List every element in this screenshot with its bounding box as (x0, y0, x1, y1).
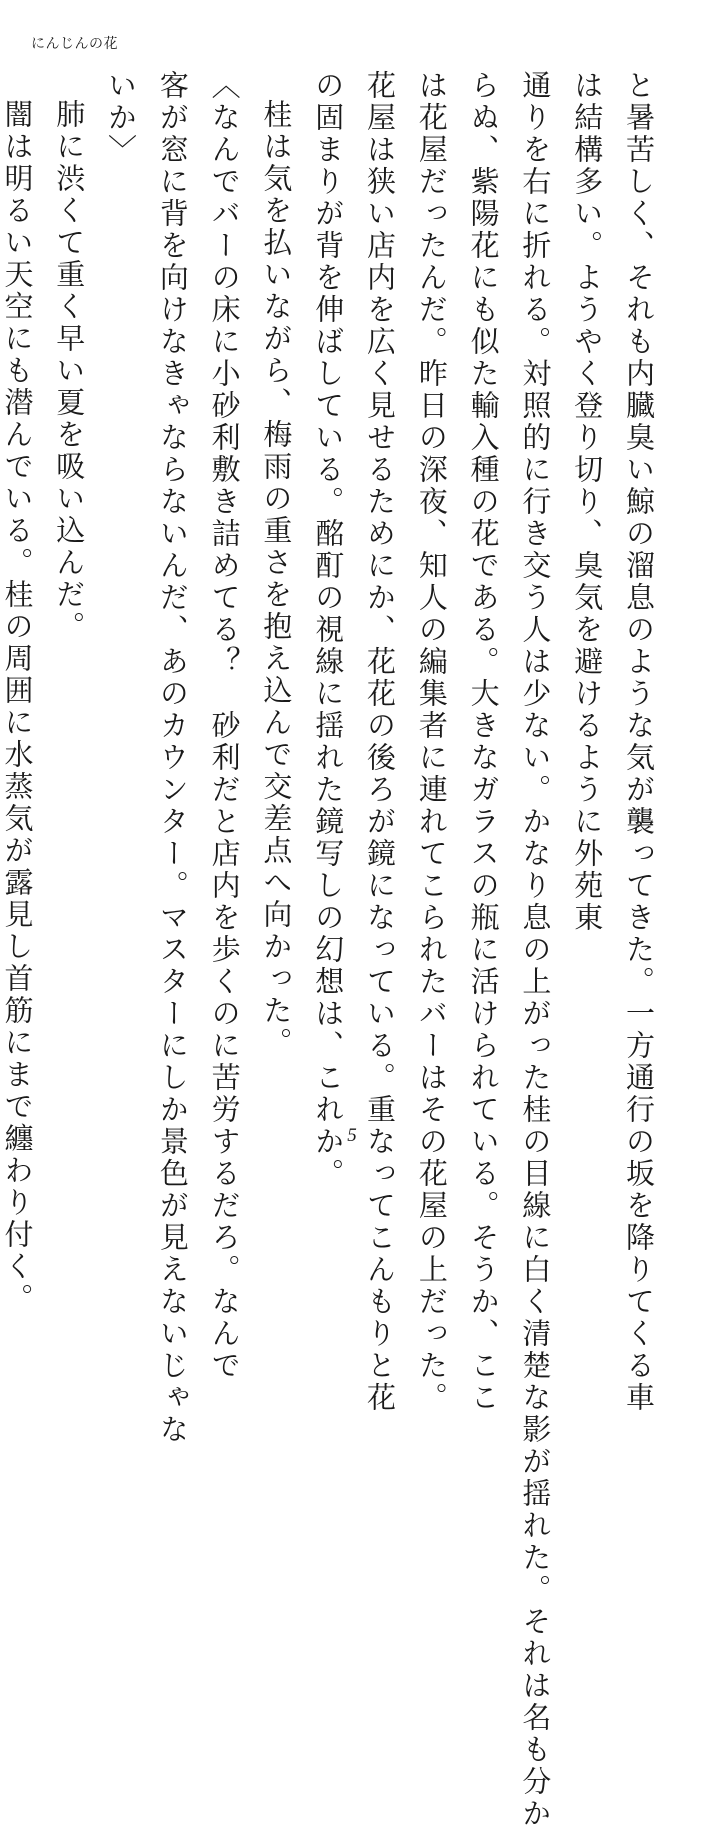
text-line: 通りを右に折れる。対照的に行き交う人は少ない。かなり息の上がった桂の目線に白く清楚な影が揺れた。それは名も分か (518, 70, 553, 1830)
text-line: は花屋だったんだ。昨日の深夜、知人の編集者に連れてこられたバーはその花屋の上だった。 (414, 70, 449, 1414)
text-line: 花屋は狭い店内を広く見せるためにか、花花の後ろが鏡になっている。重なってこんもりと花 (363, 70, 398, 1414)
text-line: 客が窓に背を向けなきゃならないんだ、あのカウンター。マスターにしか景色が見えないじゃな (155, 70, 190, 1446)
text-line: の固まりが背を伸ばしている。酩酊の視線に揺れた鏡写しの幻想は、これか。 (311, 70, 346, 1190)
text-line: は結構多い。ようやく登り切り、臭気を避けるように外苑東 (570, 70, 605, 934)
body-text (0, 70, 664, 1830)
text-line: 桂は気を払いながら、梅雨の重さを抱え込んで交差点へ向かった。 (259, 99, 294, 1059)
text-line: らぬ、紫陽花にも似た輸入種の花である。大きなガラスの瓶に活けられている。そうか、ここ (466, 70, 501, 1414)
running-header: にんじんの花 (31, 36, 118, 52)
text-line: 闇は明るい天空にも潜んでいる。桂の周囲に水蒸気が露見し首筋にまで纏わり付く。 (0, 99, 35, 1315)
text-line: と暑苦しく、それも内臓臭い鯨の溜息のような気が襲ってきた。一方通行の坂を降りてくる車 (622, 70, 656, 1414)
text-line: 肺に渋くて重く早い夏を吸い込んだ。 (52, 99, 87, 643)
text-line: いか〉 (104, 70, 139, 166)
page-number: 5 (347, 1125, 357, 1146)
text-line: 〈なんでバーの床に小砂利敷き詰めてる？ 砂利だと店内を歩くのに苦労するだろ。なんで (207, 70, 242, 1382)
